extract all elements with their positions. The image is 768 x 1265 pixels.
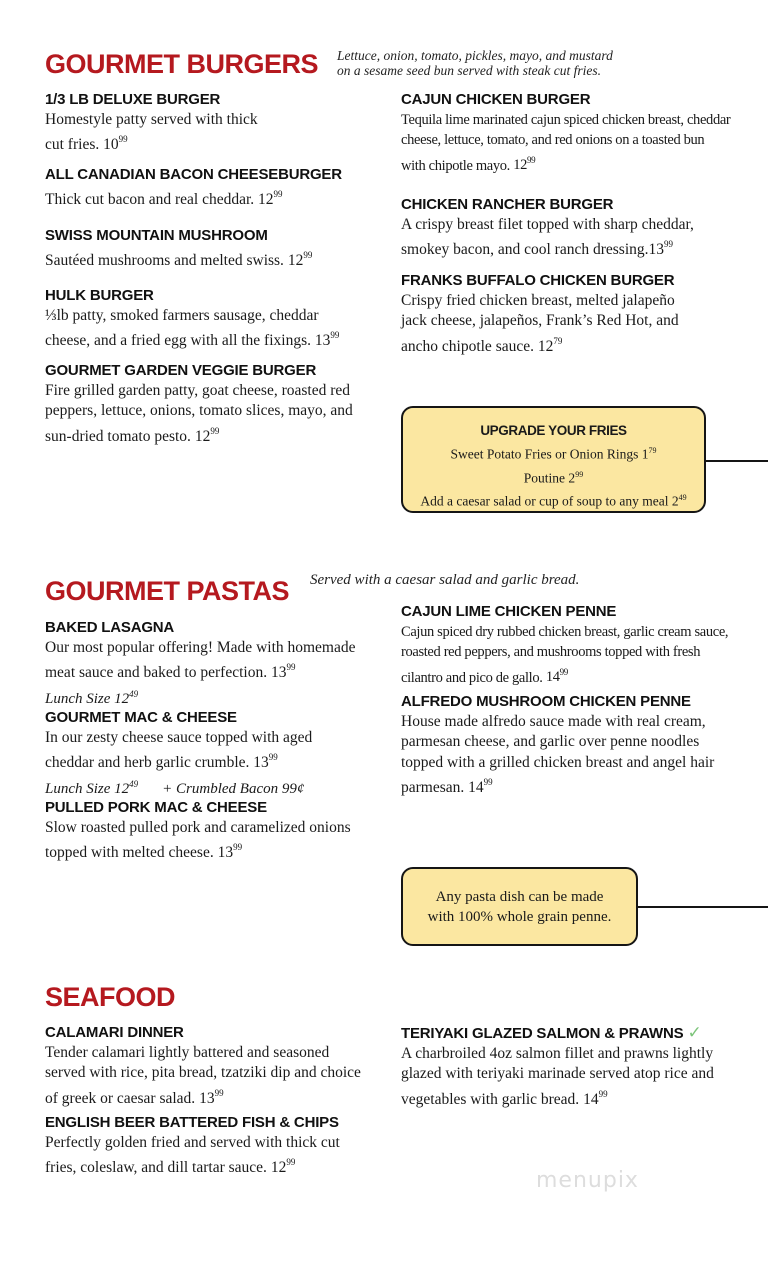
menu-item-gourmet-mac-cheese: GOURMET MAC & CHEESE In our zesty cheese sauce topped with aged cheddar and herb garlic crumble. $13^{99}$ Lunch Size $12^{49}$ + Crumbled Bacon 99¢: [45, 709, 313, 797]
menu-item-cajun-lime-penne: CAJUN LIME CHICKEN PENNE Cajun spiced dry rubbed chicken breast, garlic cream sauce, roasted red peppers, and mushrooms topped with fresh cilantro and pico de gallo. $14^{99}$: [401, 603, 729, 686]
menu-item-deluxe-burger: 1/3 LB DELUXE BURGER Homestyle patty served with thick cut fries. $10^{99}$: [45, 91, 258, 154]
salad-soup-line: Add a caesar salad or cup of soup to any meal $2^{49}$: [420, 493, 687, 509]
menu-item-franks-buffalo-burger: FRANKS BUFFALO CHICKEN BURGER Crispy fried chicken breast, melted jalapeño jack cheese, jalapeños, Frank’s Red Hot, and ancho chipotle sauce. $12^{79}$: [401, 272, 679, 355]
pastas-title: GOURMET PASTAS: [45, 576, 290, 606]
menu-item-swiss-mushroom: SWISS MOUNTAIN MUSHROOM Sautéed mushrooms and melted swiss. $12^{99}$: [45, 227, 313, 270]
menu-item-teriyaki-salmon: TERIYAKI GLAZED SALMON & PRAWNS ✓ A charbroiled 4oz salmon fillet and prawns lightly glazed with teriyaki marinade served atop rice and vegetables with garlic bread. $14^{99}$: [401, 1023, 714, 1108]
menu-item-baked-lasagna: BAKED LASAGNA Our most popular offering! Made with homemade meat sauce and baked to perfection. $13^{99}$ Lunch Size $12^{49}$: [45, 618, 375, 709]
upgrade-fries-box: UPGRADE YOUR FRIES Sweet Potato Fries or Onion Rings $1^{79}$ Poutine $2^{99}$ Add a caesar salad or cup of soup to any meal $2^{49}$: [401, 406, 706, 513]
menu-item-chicken-rancher-burger: CHICKEN RANCHER BURGER A crispy breast filet topped with sharp cheddar, smokey bacon, and cool ranch $dressing.13^{99}$: [401, 196, 694, 259]
poutine-line: Poutine $2^{99}$: [523, 469, 584, 485]
bacon-addon: + Crumbled Bacon 99¢: [162, 780, 305, 797]
checkmark-icon: ✓: [687, 1023, 702, 1042]
menu-item-hulk-burger: HULK BURGER ⅓lb patty, smoked farmers sausage, cheddar cheese, and a fried egg with all the fixings. $13^{99}$: [45, 287, 340, 350]
lunch-size: Lunch Size $12^{49}$: [45, 688, 139, 707]
menu-item-canadian-bacon-cheeseburger: ALL CANADIAN BACON CHEESEBURGER Thick cut bacon and real cheddar. $12^{99}$: [45, 166, 342, 209]
pastas-subtitle: Served with a caesar salad and garlic bread.: [310, 572, 580, 588]
menu-item-calamari-dinner: CALAMARI DINNER Tender calamari lightly battered and seasoned served with rice, pita bread, tzatziki dip and choice of greek or caesar salad. $13^{99}$: [45, 1024, 361, 1107]
box-connector-line: [706, 460, 768, 462]
seafood-title: SEAFOOD: [45, 982, 176, 1012]
menu-item-cajun-chicken-burger: CAJUN CHICKEN BURGER Tequila lime marinated cajun spiced chicken breast, cheddar cheese, lettuce, tomato, and red onions on a toasted bun with chipotle mayo. $12^{99}$: [401, 91, 731, 174]
menu-item-fish-chips: ENGLISH BEER BATTERED FISH & CHIPS Perfectly golden fried and served with thick cut fries, coleslaw, and dill tartar sauce. $12^{99}$: [45, 1114, 340, 1177]
burgers-subtitle: Lettuce, onion, tomato, pickles, mayo, and mustard on a sesame seed bun served with steak cut fries.: [337, 48, 613, 78]
menu-item-pulled-pork-mac: PULLED PORK MAC & CHEESE Slow roasted pulled pork and caramelized onions topped with melted cheese. $13^{99}$: [45, 799, 351, 862]
menu-item-alfredo-penne: ALFREDO MUSHROOM CHICKEN PENNE House made alfredo sauce made with real cream, parmesan cheese, and garlic over penne noodles topped with a grilled chicken breast and angel hair parmesan. $14^{99}$: [401, 693, 715, 797]
menu-item-garden-veggie-burger: GOURMET GARDEN VEGGIE BURGER Fire grilled garden patty, goat cheese, roasted red peppers, lettuce, onions, tomato slices, mayo, and sun-dried tomato pesto. $12^{99}$: [45, 362, 353, 445]
box-connector-line: [638, 906, 768, 908]
lunch-size: Lunch Size $12^{49}$: [45, 778, 139, 797]
burgers-title: GOURMET BURGERS: [45, 49, 319, 79]
menupix-watermark: menupix: [536, 1168, 639, 1193]
fries-upgrade-line: Sweet Potato Fries or Onion Rings $1^{79}$: [450, 446, 657, 462]
whole-grain-penne-box: Any pasta dish can be made with 100% whole grain penne.: [401, 867, 638, 946]
